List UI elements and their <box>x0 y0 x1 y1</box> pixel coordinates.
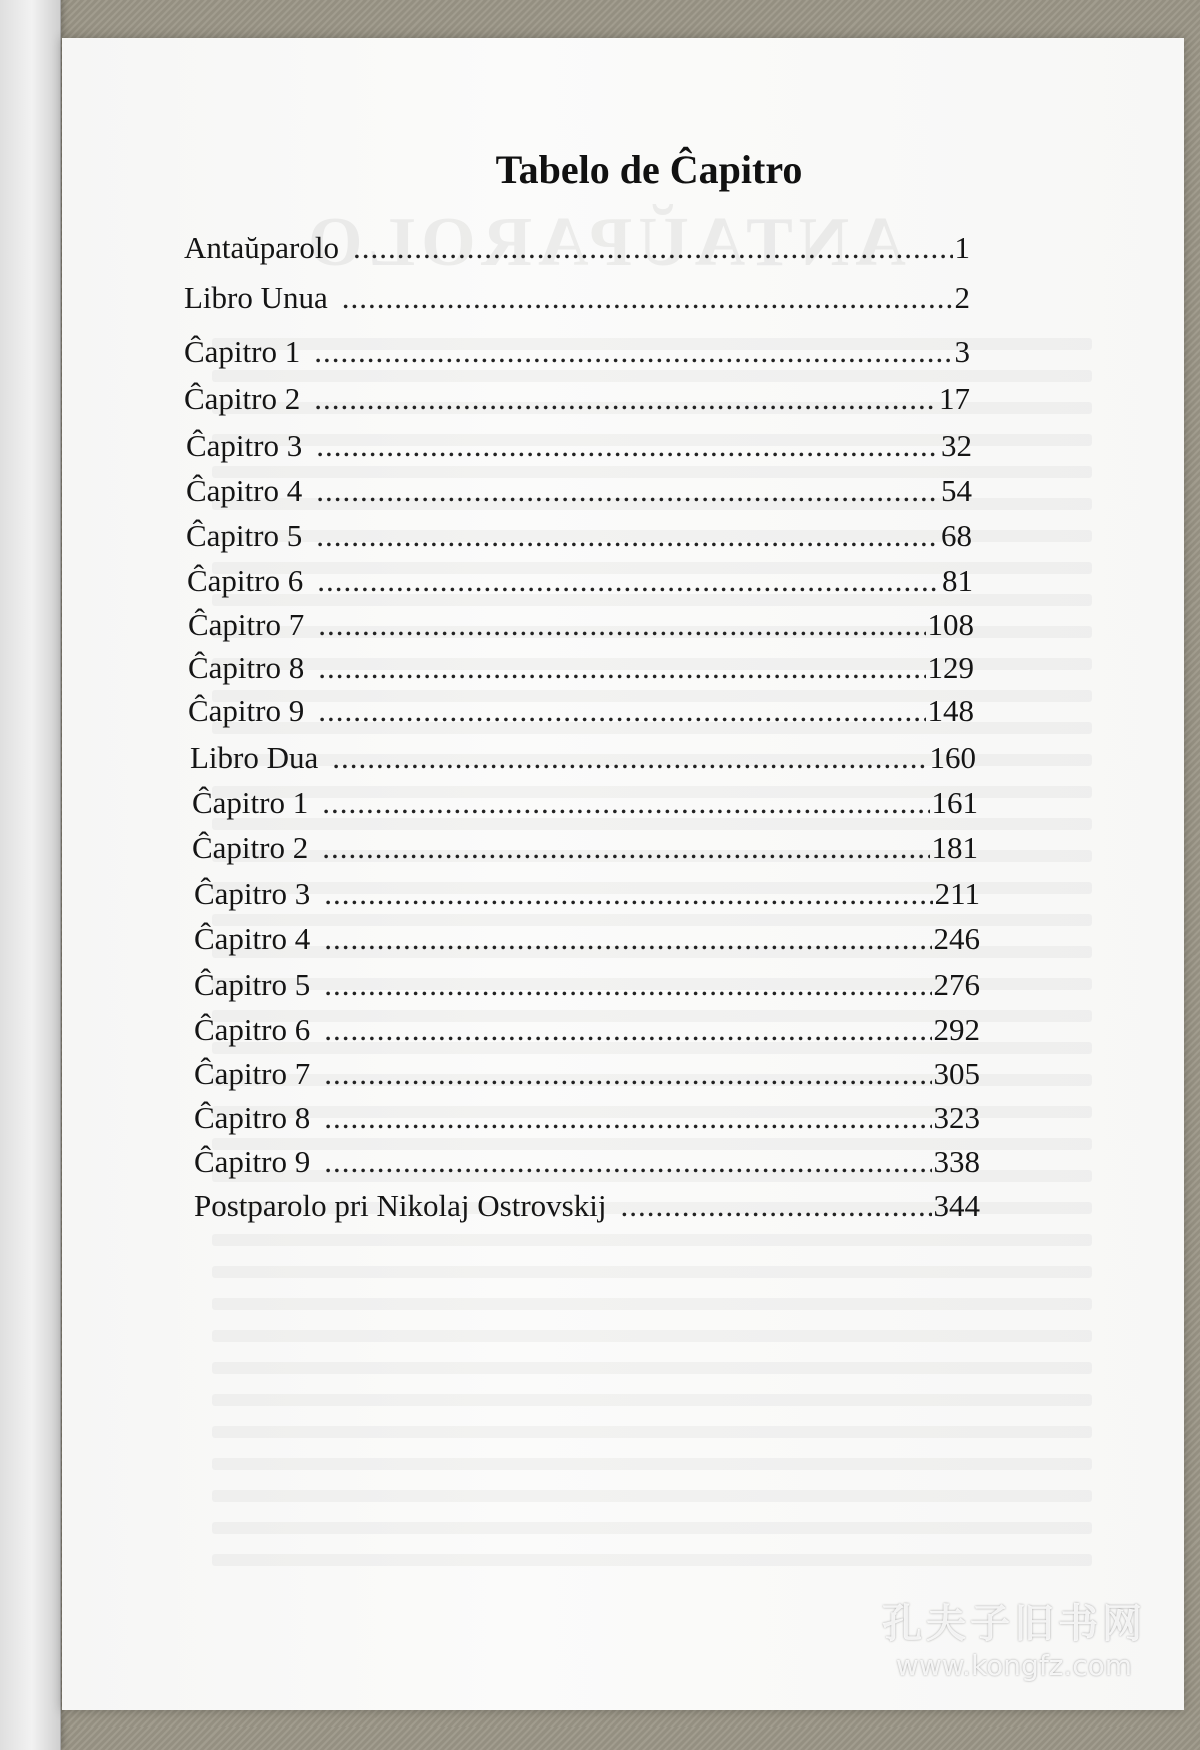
toc-entry-page: 17 <box>939 381 970 416</box>
toc-entry-page: 211 <box>934 876 980 911</box>
toc-entry-page: 108 <box>927 607 974 642</box>
toc-entry-chapter[interactable] <box>187 563 973 599</box>
toc-entry-chapter[interactable] <box>186 428 972 464</box>
toc-entry-afterword[interactable] <box>194 1188 980 1224</box>
toc-entry-label: Ĉapitro 2 <box>192 830 309 865</box>
show-through-heading: ANTAŬPAROLO <box>302 204 906 281</box>
toc-entry-page: 181 <box>931 830 978 865</box>
toc-entry-page: 276 <box>933 967 980 1002</box>
toc-entry-page: 68 <box>941 518 972 553</box>
toc-entry-page: 129 <box>927 650 974 685</box>
toc-leader-dots <box>620 1188 931 1224</box>
watermark <box>882 1592 1146 1682</box>
toc-entry-page: 344 <box>933 1188 980 1223</box>
toc-entry-chapter[interactable] <box>194 921 980 957</box>
toc-leader-dots <box>316 428 939 464</box>
toc-entry-chapter[interactable] <box>194 1012 980 1048</box>
facing-page-edge <box>0 0 61 1750</box>
toc-entry-label: Ĉapitro 1 <box>184 334 301 369</box>
toc-entry-chapter[interactable] <box>194 1056 980 1092</box>
toc-leader-dots <box>314 381 937 417</box>
toc-leader-dots <box>317 563 940 599</box>
toc-leader-dots <box>318 693 925 729</box>
toc-leader-dots <box>324 921 931 957</box>
toc-entry-page: 160 <box>929 740 976 775</box>
toc-leader-dots <box>324 1056 931 1092</box>
toc-leader-dots <box>324 967 931 1003</box>
toc-entry-page: 161 <box>931 785 978 820</box>
toc-entry-label: Ĉapitro 2 <box>184 381 301 416</box>
toc-entry-page: 32 <box>941 428 972 463</box>
toc-entry-page: 81 <box>942 563 973 598</box>
toc-entry-label: Ĉapitro 8 <box>188 650 305 685</box>
toc-entry-label: Libro Dua <box>190 740 319 775</box>
toc-entry-page: 54 <box>941 473 972 508</box>
toc-entry-label: Ĉapitro 9 <box>194 1144 311 1179</box>
toc-entry-label: Ĉapitro 6 <box>194 1012 311 1047</box>
toc-entry-chapter[interactable] <box>194 1100 980 1136</box>
toc-entry-chapter[interactable] <box>194 967 980 1003</box>
toc-entry-page: 305 <box>933 1056 980 1091</box>
page-title: Tabelo de Ĉapitro <box>495 147 803 192</box>
toc-leader-dots <box>324 1144 931 1180</box>
toc-leader-dots <box>324 1100 931 1136</box>
toc-entry-chapter[interactable] <box>192 830 978 866</box>
toc-entry-chapter[interactable] <box>186 518 972 554</box>
toc-entry-chapter[interactable] <box>194 876 980 912</box>
toc-leader-dots <box>324 1012 931 1048</box>
toc-entry-label: Ĉapitro 3 <box>194 876 311 911</box>
toc-entry-foreword[interactable] <box>184 230 970 266</box>
toc-entry-label: Ĉapitro 6 <box>187 563 304 598</box>
toc-entry-page: 323 <box>933 1100 980 1135</box>
toc-leader-dots <box>318 650 925 686</box>
toc-entry-chapter[interactable] <box>184 381 970 417</box>
toc-entry-label: Libro Unua <box>184 280 328 315</box>
toc-leader-dots <box>316 473 939 509</box>
toc-entry-page: 2 <box>954 280 970 315</box>
toc-entry-label: Ĉapitro 3 <box>186 428 303 463</box>
toc-entry-label: Ĉapitro 1 <box>192 785 309 820</box>
toc-leader-dots <box>324 876 932 912</box>
book-page <box>62 38 1184 1710</box>
toc-leader-dots <box>322 785 929 821</box>
toc-leader-dots <box>318 607 925 643</box>
toc-leader-dots <box>332 740 927 776</box>
toc-entry-book-two[interactable] <box>190 740 976 776</box>
toc-leader-dots <box>342 280 953 316</box>
toc-entry-chapter[interactable] <box>184 334 970 370</box>
toc-entry-chapter[interactable] <box>192 785 978 821</box>
toc-entry-chapter[interactable] <box>186 473 972 509</box>
toc-entry-page: 3 <box>954 334 970 369</box>
toc-entry-label: Ĉapitro 4 <box>186 473 303 508</box>
toc-leader-dots <box>316 518 939 554</box>
toc-entry-page: 246 <box>933 921 980 956</box>
toc-entry-chapter[interactable] <box>188 693 974 729</box>
toc-entry-label: Antaŭparolo <box>184 230 339 265</box>
toc-leader-dots <box>322 830 929 866</box>
toc-entry-label: Ĉapitro 5 <box>194 967 311 1002</box>
watermark-name: 孔夫子旧书网 <box>882 1601 1146 1647</box>
toc-entry-page: 292 <box>933 1012 980 1047</box>
watermark-url: www.kongfz.com <box>895 1649 1133 1682</box>
toc-entry-label: Ĉapitro 7 <box>188 607 305 642</box>
toc-entry-book-one[interactable] <box>184 280 970 316</box>
toc-entry-chapter[interactable] <box>188 650 974 686</box>
toc-entry-label: Ĉapitro 8 <box>194 1100 311 1135</box>
toc-entry-chapter[interactable] <box>188 607 974 643</box>
toc-entry-label: Ĉapitro 4 <box>194 921 311 956</box>
toc-leader-dots <box>314 334 952 370</box>
toc-entry-page: 1 <box>954 230 970 265</box>
toc-entry-label: Ĉapitro 5 <box>186 518 303 553</box>
toc-entry-page: 338 <box>933 1144 980 1179</box>
toc-entry-label: Ĉapitro 9 <box>188 693 305 728</box>
toc-entry-page: 148 <box>927 693 974 728</box>
toc-entry-label: Postparolo pri Nikolaj Ostrovskij <box>194 1188 607 1223</box>
toc-entry-label: Ĉapitro 7 <box>194 1056 311 1091</box>
toc-leader-dots <box>353 230 953 266</box>
toc-entry-chapter[interactable] <box>194 1144 980 1180</box>
